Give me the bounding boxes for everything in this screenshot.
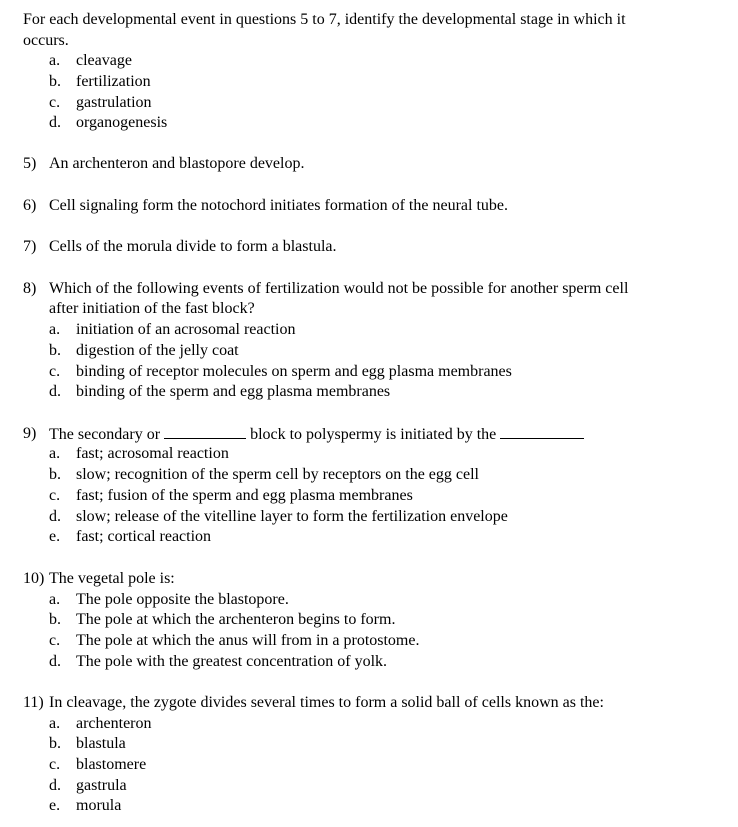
q9-option-a-letter: a. (49, 445, 61, 462)
q11-option-c-text: blastomere (76, 756, 147, 773)
q9-option-e-text: fast; cortical reaction (76, 528, 212, 545)
q11-option-a-text: archenteron (76, 715, 152, 732)
q9-answer-blank-1[interactable] (164, 424, 246, 439)
q5-text: An archenteron and blastopore develop. (49, 155, 305, 172)
q11-option-b-text: blastula (76, 735, 126, 752)
q8-option-a-letter: a. (49, 321, 61, 338)
q9-stem (49, 424, 584, 445)
q11-option-a-letter: a. (49, 715, 61, 732)
q10-text: The vegetal pole is: (49, 570, 175, 587)
q5-number: 5) (23, 155, 37, 172)
q8-text-line-1: Which of the following events of fertilization would not be possible for another sperm cell (49, 280, 629, 297)
q10-option-d-text: The pole with the greatest concentration of yolk. (76, 653, 388, 670)
q11-option-d-letter: d. (49, 777, 61, 794)
q11-option-e-text: morula (76, 797, 122, 814)
q9-option-c-letter: c. (49, 487, 61, 504)
intro-line-1: For each developmental event in questions 5 to 7, identify the developmental stage in which it (23, 11, 626, 28)
q8-option-d-text: binding of the sperm and egg plasma membranes (76, 383, 391, 400)
intro-option-d-letter: d. (49, 114, 61, 131)
q11-number: 11) (23, 694, 44, 711)
q8-number: 8) (23, 280, 37, 297)
q11-option-c-letter: c. (49, 756, 61, 773)
q9-option-a-text: fast; acrosomal reaction (76, 445, 229, 462)
intro-option-b-text: fertilization (76, 73, 151, 90)
q10-option-b-text: The pole at which the archenteron begins to form. (76, 611, 396, 628)
intro-option-b-letter: b. (49, 73, 61, 90)
q10-option-d-letter: d. (49, 653, 61, 670)
q7-number: 7) (23, 238, 37, 255)
q9-option-d-letter: d. (49, 508, 61, 525)
q6-text: Cell signaling form the notochord initiates formation of the neural tube. (49, 197, 508, 214)
q11-option-e-letter: e. (49, 797, 61, 814)
q6-number: 6) (23, 197, 37, 214)
q8-text-line-2: after initiation of the fast block? (49, 300, 255, 317)
q9-option-b-text: slow; recognition of the sperm cell by receptors on the egg cell (76, 466, 479, 483)
q10-option-c-text: The pole at which the anus will from in a protostome. (76, 632, 420, 649)
q11-option-d-text: gastrula (76, 777, 127, 794)
q8-option-c-letter: c. (49, 363, 61, 380)
q8-option-b-text: digestion of the jelly coat (76, 342, 239, 359)
q9-text-part-1: The secondary or (49, 426, 161, 443)
q10-option-a-text: The pole opposite the blastopore. (76, 591, 289, 608)
intro-option-a-text: cleavage (76, 52, 132, 69)
intro-option-c-letter: c. (49, 94, 61, 111)
q7-text: Cells of the morula divide to form a blastula. (49, 238, 337, 255)
intro-option-c-text: gastrulation (76, 94, 152, 111)
intro-line-2: occurs. (23, 32, 69, 49)
q8-option-b-letter: b. (49, 342, 61, 359)
q11-text: In cleavage, the zygote divides several times to form a solid ball of cells known as the: (49, 694, 604, 711)
q9-option-b-letter: b. (49, 466, 61, 483)
q9-text-part-2: block to polyspermy is initiated by the (250, 426, 497, 443)
q10-number: 10) (23, 570, 45, 587)
q9-answer-blank-2[interactable] (500, 424, 584, 439)
q9-number: 9) (23, 425, 37, 442)
q8-option-c-text: binding of receptor molecules on sperm and egg plasma membranes (76, 363, 512, 380)
q9-option-e-letter: e. (49, 528, 61, 545)
q8-option-a-text: initiation of an acrosomal reaction (76, 321, 296, 338)
q10-option-b-letter: b. (49, 611, 61, 628)
intro-option-a-letter: a. (49, 52, 61, 69)
intro-option-d-text: organogenesis (76, 114, 168, 131)
q8-option-d-letter: d. (49, 383, 61, 400)
q9-option-c-text: fast; fusion of the sperm and egg plasma membranes (76, 487, 413, 504)
q9-option-d-text: slow; release of the vitelline layer to form the fertilization envelope (76, 508, 508, 525)
q11-option-b-letter: b. (49, 735, 61, 752)
q10-option-a-letter: a. (49, 591, 61, 608)
q10-option-c-letter: c. (49, 632, 61, 649)
